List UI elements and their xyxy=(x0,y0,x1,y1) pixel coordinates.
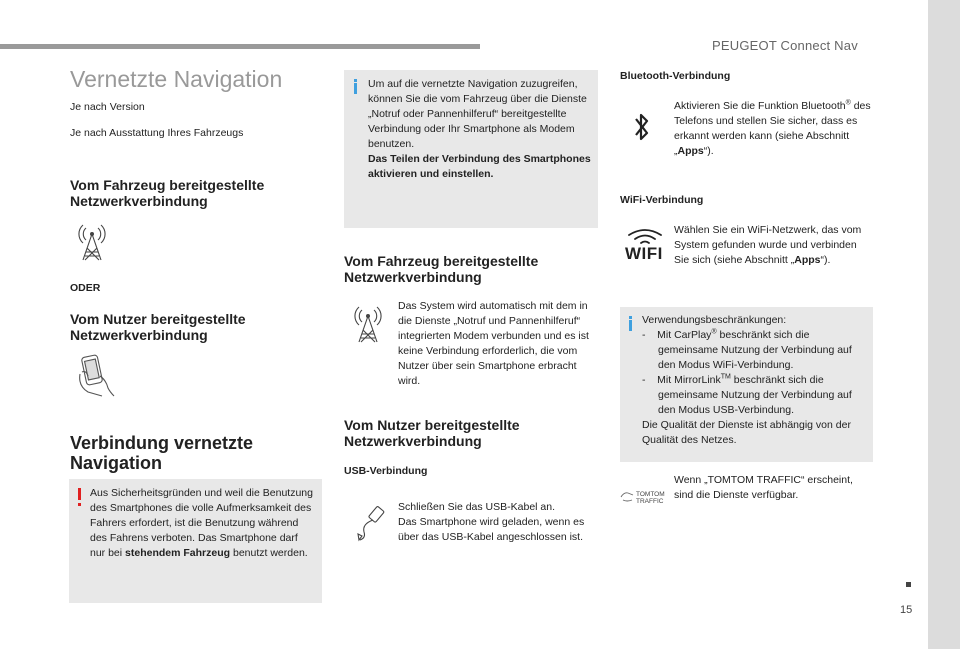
vehicle-connection-heading-2: Vom Fahrzeug bereitgestellte Netzwerkverbindung xyxy=(344,253,539,285)
usb-cable-icon xyxy=(356,504,388,542)
info-icon xyxy=(629,320,632,331)
usb-text: Schließen Sie das USB-Kabel an. Das Smartphone wird geladen, wenn es über das USB-Kabel angeschlossen ist. xyxy=(398,501,585,543)
info-icon-dot xyxy=(354,79,357,82)
page-end-marker xyxy=(906,582,911,587)
vehicle-connection-text: Das System wird automatisch mit dem in die Dienste „Notruf und Pannenhilferuf“ integrierten Modem verbunden und es ist keine Verbindung erforderlich, die vom Nutzer über sein Smartphone erbracht wird. xyxy=(398,300,589,387)
header-title: PEUGEOT Connect Nav xyxy=(712,38,858,53)
info-access-text: Um auf die vernetzte Navigation zuzugreifen, können Sie die vom Fahrzeug über die Dienste „Notruf oder Pannenhilferuf“ bereitgestellte Verbindung oder Ihr Smartphone als Modem benutzen. Das Teilen der Verbindung des Smartphones aktivieren und einstellen. xyxy=(368,78,591,180)
wifi-title: WiFi-Verbindung xyxy=(620,194,704,206)
wifi-waves-icon xyxy=(626,228,664,244)
usb-title: USB-Verbindung xyxy=(344,465,428,477)
tomtom-traffic-logo: TOMTOM TRAFFIC xyxy=(636,491,665,505)
connected-navigation-heading: Verbindung vernetzte Navigation xyxy=(70,433,254,473)
version-note: Je nach Version xyxy=(70,101,145,113)
vehicle-connection-heading: Vom Fahrzeug bereitgestellte Netzwerkverbindung xyxy=(70,177,265,209)
bluetooth-title: Bluetooth-Verbindung xyxy=(620,70,731,82)
page-title: Vernetzte Navigation xyxy=(70,66,283,92)
warning-box xyxy=(69,479,322,603)
page-number: 15 xyxy=(900,604,913,616)
tomtom-hand-icon xyxy=(620,491,634,503)
limits-item-mirrorlink: - Mit MirrorLink™ beschränkt sich die gemeinsame Nutzung der Verbindung auf den Modus USB-Verbindung. xyxy=(642,373,852,416)
page-side-strip xyxy=(928,0,960,649)
bluetooth-icon xyxy=(632,110,652,144)
warning-text: Aus Sicherheitsgründen und weil die Benutzung des Smartphones die volle Aufmerksamkeit des Fahrers erfordert, ist die Benutzung während des Fahrens verboten. Das Smartphone darf nur bei stehendem Fahrzeug benutzt werden. xyxy=(90,487,313,559)
user-connection-heading: Vom Nutzer bereitgestellte Netzwerkverbindung xyxy=(70,311,246,343)
smartphone-hand-icon xyxy=(72,352,118,398)
antenna-icon xyxy=(74,222,110,264)
or-label: ODER xyxy=(70,282,101,294)
limits-text: Verwendungsbeschränkungen: - Mit CarPlay® beschränkt sich die gemeinsame Nutzung der Verbindung auf den Modus WiFi-Verbindung. - Mit MirrorLink™ beschränkt sich die gemeinsame Nutzung der Verbindung auf den Modus USB-Verbindung. Die Qualität der Dienste ist abhängig von der Qualität des Netzes. xyxy=(642,313,870,448)
wifi-text: Wählen Sie ein WiFi-Netzwerk, das vom System gefunden wurde und verbinden Sie sich (siehe Abschnitt „Apps“). xyxy=(674,224,862,266)
info-box-limits xyxy=(620,307,873,462)
header-rule xyxy=(0,44,480,49)
info-icon xyxy=(354,83,357,94)
user-connection-heading-2: Vom Nutzer bereitgestellte Netzwerkverbindung xyxy=(344,417,520,449)
warning-icon-dot xyxy=(78,503,81,506)
wifi-icon-label: WIFI xyxy=(625,244,663,263)
tomtom-text: Wenn „TOMTOM TRAFFIC“ erscheint, sind die Dienste verfügbar. xyxy=(674,474,853,501)
info-box-access xyxy=(344,70,598,228)
info-icon-dot xyxy=(629,316,632,319)
warning-icon xyxy=(78,488,81,500)
limits-item-carplay: - Mit CarPlay® beschränkt sich die gemeinsame Nutzung der Verbindung auf den Modus WiFi-Verbindung. xyxy=(642,328,852,371)
equipment-note: Je nach Ausstattung Ihres Fahrzeugs xyxy=(70,127,244,139)
bluetooth-text: Aktivieren Sie die Funktion Bluetooth® des Telefons und stellen Sie sicher, dass es erkannt werden kann (siehe Abschnitt „Apps“). xyxy=(674,99,871,157)
antenna-icon xyxy=(350,304,386,346)
